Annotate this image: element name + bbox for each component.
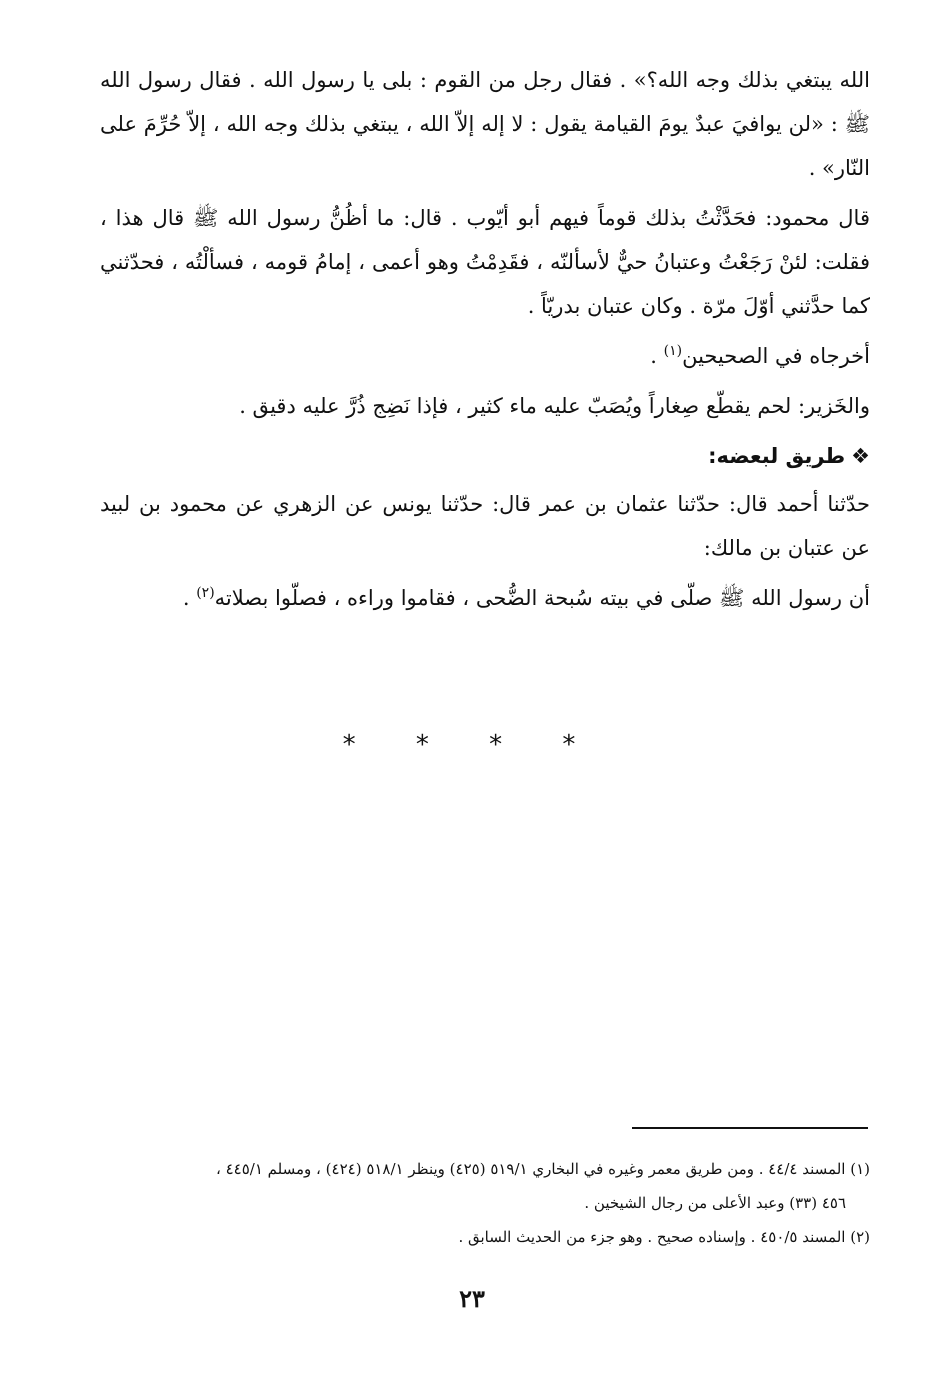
footnote-divider <box>632 1127 868 1129</box>
paragraph-3 <box>100 334 870 378</box>
paragraph-3-end: . <box>650 344 664 368</box>
section-separator: * * * * <box>342 730 602 760</box>
footnote-ref-2: (٢) <box>196 585 215 601</box>
paragraph-5: حدّثنا أحمد قال: حدّثنا عثمان بن عمر قال: حدّثنا يونس عن الزهري عن محمود بن لبيد عن عتبان بن مالك: <box>100 492 870 560</box>
paragraph-2: قال محمود: فحَدَّثْتُ بذلك قوماً فيهم أبو أيّوب . قال: ما أظُنُّ رسول الله ﷺ قال هذا ، فقلت: لئنْ رَجَعْتُ وعتبانُ حيٌّ لأسألنّه ، فقَدِمْتُ وهو أعمى ، إمامُ قومه ، فسألْتُه ، فحدّثني كما حدَّثني أوّلَ مرّة . وكان عتبان بدريّاً . <box>100 206 870 318</box>
paragraph-4: والخَزير: لحم يقطّع صِغاراً ويُصَبّ عليه ماء كثير ، فإذا نَضِج ذُرَّ عليه دقيق . <box>239 394 870 418</box>
diamond-bullet-icon: ❖ <box>851 444 870 468</box>
main-text <box>100 58 870 626</box>
footnote-ref-1: (١) <box>663 343 683 359</box>
paragraph-1: الله يبتغي بذلك وجه الله؟» . فقال رجل من القوم : بلى يا رسول الله . فقال رسول الله ﷺ : «لن يوافيَ عبدٌ يومَ القيامة يقول : لا إله إلاّ الله ، يبتغي بذلك وجه الله ، إلاّ حُرِّمَ على النّار» . <box>100 68 870 180</box>
paragraph-6 <box>100 576 870 620</box>
footnote-1-line-1: (١) المسند ٤٤/٤ . ومن طريق معمر وغيره في البخاري ٥١٩/١ (٤٢٥) وينظر ٥١٨/١ (٤٢٤) ، ومسلم ٤٤٥/١ ، <box>216 1160 870 1178</box>
page-number: ٢٣ <box>459 1284 485 1313</box>
section-heading <box>100 434 870 478</box>
footnotes <box>100 1152 870 1254</box>
paragraph-6-text: أن رسول الله ﷺ صلّى في بيته سُبحة الضُّحى ، فقاموا وراءه ، فصلّوا بصلاته <box>214 586 870 610</box>
paragraph-3-text: أخرجاه في الصحيحين <box>682 344 870 368</box>
section-heading-text: طريق لبعضه: <box>708 444 846 468</box>
footnote-1-line-2: ٤٥٦ (٣٣) وعبد الأعلى من رجال الشيخين . <box>584 1194 846 1212</box>
footnote-2: (٢) المسند ٤٥٠/٥ . وإسناده صحيح . وهو جزء من الحديث السابق . <box>458 1228 870 1246</box>
paragraph-6-end: . <box>182 586 197 610</box>
footnote-1 <box>100 1152 870 1220</box>
